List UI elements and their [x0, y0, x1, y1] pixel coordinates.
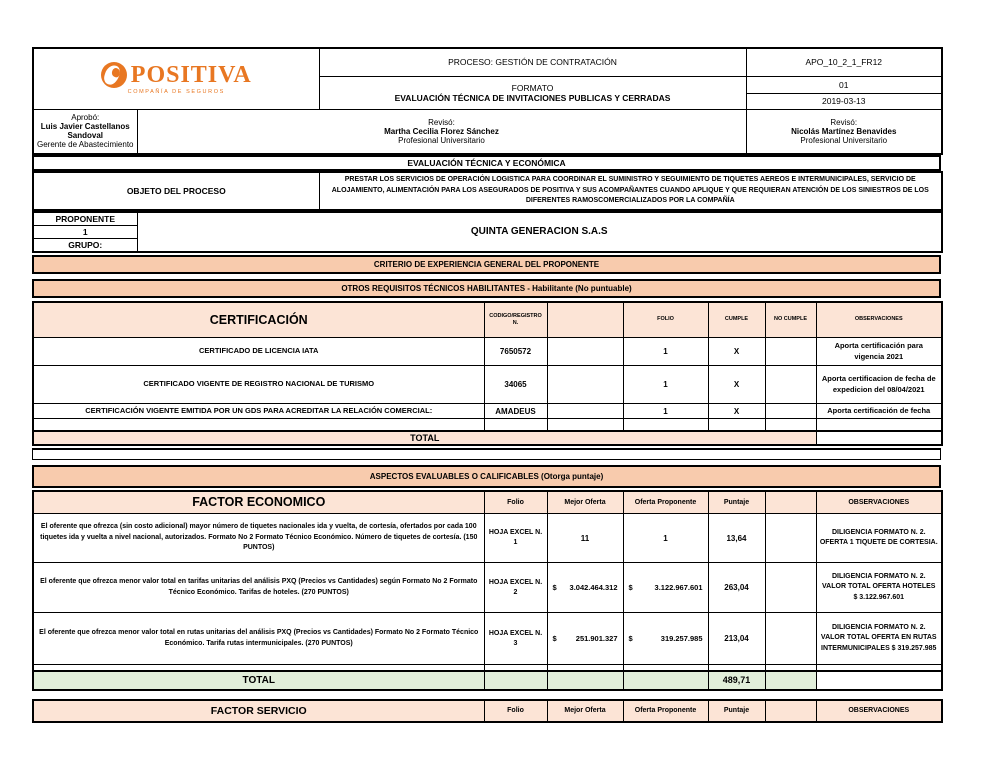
reviewed-by-label-1: Revisó: [428, 117, 455, 127]
proponente-table [32, 211, 943, 253]
cert-row-no-cumple [765, 338, 816, 366]
econ-row-mejor-oferta: $ 251.901.327 [547, 613, 623, 665]
econ-row-puntaje: 13,64 [708, 514, 765, 563]
econ-row-obs: DILIGENCIA FORMATO N. 2. VALOR TOTAL OFERTA EN RUTAS INTERMUNICIPALES $ 319.257.985 [816, 613, 942, 665]
factor-economico-table [32, 490, 943, 691]
serv-header-observaciones: OBSERVACIONES [816, 700, 942, 722]
empty-cell [816, 419, 942, 431]
objeto-text: PRESTAR LOS SERVICIOS DE OPERACIÓN LOGISTICA PARA COORDINAR EL SUMINISTRO Y SEGUIMIENTO DE TIQUETES AEREOS E INTERMUNICIPALES, SERVICIO DE ALOJAMIENTO, ALIMENTACIÓN PARA LOS ASEGURADOS DE POSITIVA Y SUS ACOMPAÑANTES CUANDO APLIQUE Y QUE REQUIERAN ATENCIÓN DE LOS SINIESTROS DE LOS DIFERENTES RAMOSCOMERCIALIZADOS POR LA COMPAÑÍA [319, 172, 942, 210]
empty-cell [547, 366, 623, 404]
section-title-band: EVALUACIÓN TÉCNICA Y ECONÓMICA [32, 155, 941, 171]
currency-symbol: $ [552, 634, 557, 643]
approved-by-name: Luis Javier Castellanos Sandoval [40, 122, 130, 141]
cert-row-desc: CERTIFICACIÓN VIGENTE EMITIDA POR UN GDS PARA ACREDITAR LA RELACIÓN COMERCIAL: [33, 404, 484, 419]
cert-header-no-cumple: NO CUMPLE [765, 302, 816, 338]
econ-row-obs: DILIGENCIA FORMATO N. 2. VALOR TOTAL OFERTA HOTELES $ 3.122.967.601 [816, 563, 942, 613]
econ-header-oferta-proponente: Oferta Proponente [623, 491, 708, 514]
empty-cell [484, 671, 547, 690]
econ-row [33, 613, 942, 665]
grupo-label: GRUPO: [33, 238, 137, 252]
cert-row [33, 366, 942, 404]
econ-row-desc: El oferente que ofrezca (sin costo adicional) mayor número de tiquetes nacionales ida y vuelta, de cortesía, ofertados por cada 100 tiquetes ida y vuelta a nivel nacional, autorizados. Formato No 2 Formato Técnico Económico. Número de tiquetes de cortesía. (150 PUNTOS) [33, 514, 484, 563]
cert-row-desc: CERTIFICADO VIGENTE DE REGISTRO NACIONAL DE TURISMO [33, 366, 484, 404]
econ-total-puntaje: 489,71 [708, 671, 765, 690]
document-date: 2019-03-13 [746, 93, 942, 109]
reviewed-by-role-2: Profesional Universitario [800, 135, 888, 145]
document-code: APO_10_2_1_FR12 [746, 48, 942, 76]
econ-row-folio: HOJA EXCEL N. 2 [484, 563, 547, 613]
cert-row-cumple: X [708, 366, 765, 404]
serv-header-folio: Folio [484, 700, 547, 722]
econ-row-mejor-oferta: $ 3.042.464.312 [547, 563, 623, 613]
econ-total-label: TOTAL [33, 671, 484, 690]
cert-row-no-cumple [765, 404, 816, 419]
empty-cell [765, 613, 816, 665]
econ-row-puntaje: 263,04 [708, 563, 765, 613]
factor-servicio-table [32, 699, 943, 723]
cert-row-obs: Aporta certificación de fecha [816, 404, 942, 419]
currency-symbol: $ [628, 583, 633, 592]
otros-requisitos-band: OTROS REQUISITOS TÉCNICOS HABILITANTES - Habilitante (No puntuable) [32, 279, 941, 298]
empty-cell [708, 419, 765, 431]
positiva-logo-icon [101, 62, 127, 88]
empty-cell [765, 563, 816, 613]
criterio-band: CRITERIO DE EXPERIENCIA GENERAL DEL PROPONENTE [32, 255, 941, 274]
approved-by-role: Gerente de Abastecimiento [37, 140, 134, 150]
cert-row-codigo: 7650572 [484, 338, 547, 366]
cert-row-no-cumple [765, 366, 816, 404]
econ-header-folio: Folio [484, 491, 547, 514]
empty-cell [547, 671, 623, 690]
cert-header-codigo: CODIGO/REGISTRO N. [484, 302, 547, 338]
empty-cell [623, 419, 708, 431]
reviewed-by-cell-1 [137, 109, 746, 154]
cert-row-obs: Aporta certificacion de fecha de expedicion del 08/04/2021 [816, 366, 942, 404]
econ-row-obs: DILIGENCIA FORMATO N. 2. OFERTA 1 TIQUETE DE CORTESIA. [816, 514, 942, 563]
cert-row-folio: 1 [623, 338, 708, 366]
econ-row-folio: HOJA EXCEL N. 1 [484, 514, 547, 563]
cert-row-cumple: X [708, 338, 765, 366]
aspectos-band: ASPECTOS EVALUABLES O CALIFICABLES (Otorga puntaje) [32, 465, 941, 488]
reviewed-by-name-1: Martha Cecilia Florez Sánchez [384, 126, 499, 136]
serv-header-oferta-proponente: Oferta Proponente [623, 700, 708, 722]
econ-row-oferta-proponente: 1 [623, 514, 708, 563]
cert-row [33, 338, 942, 366]
econ-row-puntaje: 213,04 [708, 613, 765, 665]
serv-header-mejor-oferta: Mejor Oferta [547, 700, 623, 722]
econ-total-row [33, 671, 942, 690]
serv-header-puntaje: Puntaje [708, 700, 765, 722]
econ-header-observaciones: OBSERVACIONES [816, 491, 942, 514]
econ-row-oferta-proponente: $ 319.257.985 [623, 613, 708, 665]
currency-symbol: $ [552, 583, 557, 592]
empty-cell [816, 431, 942, 445]
format-title-cell [319, 76, 746, 109]
empty-cell [547, 404, 623, 419]
cert-total-row [33, 431, 942, 445]
econ-row-folio: HOJA EXCEL N. 3 [484, 613, 547, 665]
approved-by-cell [33, 109, 137, 154]
cert-row-folio: 1 [623, 366, 708, 404]
econ-row-desc: El oferente que ofrezca menor valor total en tarifas unitarias del análisis PXQ (Precios vs Cantidades) según Formato No 2 Formato Técnico Económico. Tarifas de hoteles. (270 PUNTOS) [33, 563, 484, 613]
form-header-table [32, 47, 943, 155]
logo-cell [33, 48, 319, 109]
reviewed-by-label-2: Revisó: [830, 117, 858, 127]
objeto-label: OBJETO DEL PROCESO [33, 172, 319, 210]
cert-row-obs: Aporta certificación para vigencia 2021 [816, 338, 942, 366]
proponente-name: QUINTA GENERACION S.A.S [137, 212, 942, 252]
serv-header-empty [765, 700, 816, 722]
cert-header-empty [547, 302, 623, 338]
empty-cell [547, 338, 623, 366]
serv-header-factor: FACTOR SERVICIO [33, 700, 484, 722]
process-title: PROCESO: GESTIÓN DE CONTRATACIÓN [319, 48, 746, 76]
empty-cell [765, 514, 816, 563]
cert-total-label: TOTAL [33, 431, 816, 445]
econ-row [33, 514, 942, 563]
format-label: FORMATO [511, 82, 554, 93]
separator-row [32, 448, 941, 460]
cert-header-folio: FOLIO [623, 302, 708, 338]
empty-cell [623, 671, 708, 690]
reviewed-by-role-1: Profesional Universitario [398, 135, 485, 145]
brand-name: POSITIVA [130, 62, 252, 89]
empty-cell [33, 419, 484, 431]
econ-row-oferta-proponente: $ 3.122.967.601 [623, 563, 708, 613]
empty-row [33, 419, 942, 431]
empty-cell [484, 419, 547, 431]
cert-row-codigo: AMADEUS [484, 404, 547, 419]
cert-row-codigo: 34065 [484, 366, 547, 404]
cert-row-desc: CERTIFICADO DE LICENCIA IATA [33, 338, 484, 366]
econ-header-mejor-oferta: Mejor Oferta [547, 491, 623, 514]
cert-row-cumple: X [708, 404, 765, 419]
empty-cell [816, 671, 942, 690]
certificaciones-table [32, 301, 943, 446]
empty-cell [765, 419, 816, 431]
format-name: EVALUACIÓN TÉCNICA DE INVITACIONES PUBLICAS Y CERRADAS [394, 92, 671, 103]
cert-header-certificacion: CERTIFICACIÓN [33, 302, 484, 338]
econ-row [33, 563, 942, 613]
reviewed-by-cell-2 [746, 109, 942, 154]
approved-by-label: Aprobó: [71, 113, 100, 123]
cert-header-cumple: CUMPLE [708, 302, 765, 338]
econ-header-puntaje: Puntaje [708, 491, 765, 514]
version-number: 01 [746, 76, 942, 93]
proponente-label: PROPONENTE [33, 212, 137, 226]
reviewed-by-name-2: Nicolás Martínez Benavides [791, 126, 897, 136]
econ-header-factor: FACTOR ECONOMICO [33, 491, 484, 514]
currency-symbol: $ [628, 634, 633, 643]
econ-header-empty [765, 491, 816, 514]
cert-row [33, 404, 942, 419]
objeto-table [32, 171, 943, 211]
cert-row-folio: 1 [623, 404, 708, 419]
empty-cell [765, 671, 816, 690]
econ-row-mejor-oferta: 11 [547, 514, 623, 563]
proponente-number: 1 [33, 225, 137, 238]
cert-header-observaciones: OBSERVACIONES [816, 302, 942, 338]
empty-cell [547, 419, 623, 431]
brand-tagline: COMPAÑÍA DE SEGUROS [127, 89, 225, 96]
econ-row-desc: El oferente que ofrezca menor valor total en rutas unitarias del análisis PXQ (Precios vs Cantidades) Formato No 2 Formato Técnico Económico. Tarifa rutas intermunicipales. (270 PUNTOS) [33, 613, 484, 665]
evaluation-form-sheet [32, 47, 941, 723]
